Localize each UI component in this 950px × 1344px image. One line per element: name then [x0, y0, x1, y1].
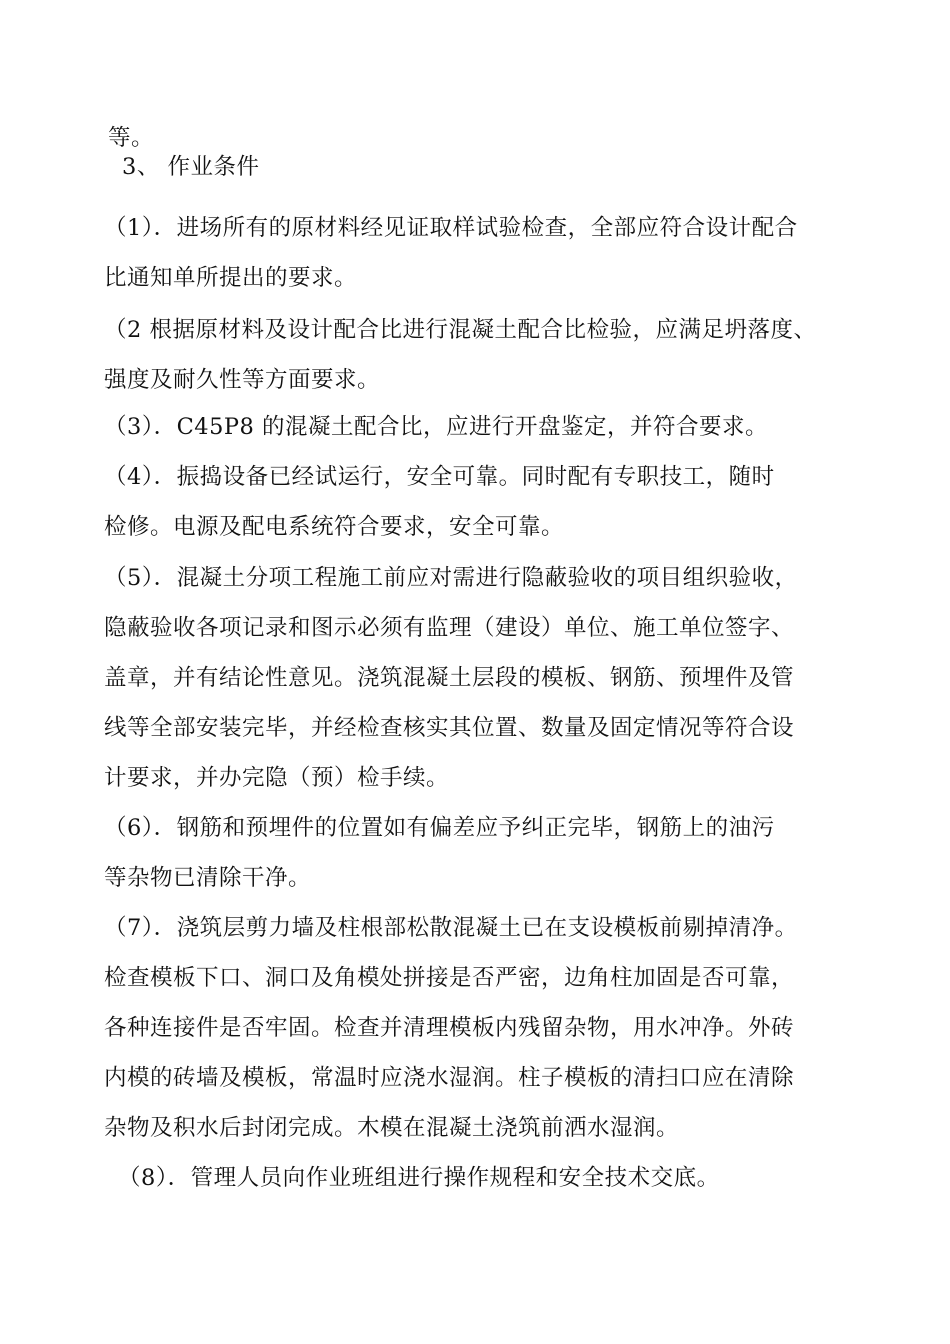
text-line-4: 比通知单所提出的要求。 [104, 265, 358, 291]
text-line-11: 隐蔽验收各项记录和图示必须有监理（建设）单位、施工单位签字、 [104, 615, 795, 641]
text-line-1: 等。 [108, 125, 155, 151]
text-line-5: （2 根据原材料及设计配合比进行混凝土配合比检验，应满足坍落度、 [104, 317, 817, 343]
text-line-15: （6）．钢筋和预埋件的位置如有偏差应予纠正完毕，钢筋上的油污 [104, 815, 775, 841]
text-line-16: 等杂物已清除干净。 [104, 865, 312, 891]
text-line-17: （7）．浇筑层剪力墙及柱根部松散混凝土已在支设模板前剔掉清净。 [104, 915, 798, 941]
text-line-3: （1）．进场所有的原材料经见证取样试验检查，全部应符合设计配合 [104, 215, 798, 241]
text-line-8: （4）．振捣设备已经试运行，安全可靠。同时配有专职技工，随时 [104, 464, 775, 490]
text-line-7: （3）．C45P8 的混凝土配合比，应进行开盘鉴定，并符合要求。 [104, 414, 769, 440]
text-line-6: 强度及耐久性等方面要求。 [104, 367, 381, 393]
text-line-10: （5）．混凝土分项工程施工前应对需进行隐蔽验收的项目组织验收， [104, 565, 798, 591]
text-line-12: 盖章，并有结论性意见。浇筑混凝土层段的模板、钢筋、预埋件及管 [104, 665, 795, 691]
text-line-21: 杂物及积水后封闭完成。木模在混凝土浇筑前洒水湿润。 [104, 1115, 680, 1141]
text-line-18: 检查模板下口、洞口及角模处拼接是否严密，边角柱加固是否可靠， [104, 965, 795, 991]
text-line-22: （8）．管理人员向作业班组进行操作规程和安全技术交底。 [118, 1165, 720, 1191]
text-line-20: 内模的砖墙及模板，常温时应浇水湿润。柱子模板的清扫口应在清除 [104, 1065, 795, 1091]
text-line-9: 检修。电源及配电系统符合要求，安全可靠。 [104, 514, 565, 540]
section-heading: 3、 作业条件 [122, 154, 260, 180]
text-line-14: 计要求，并办完隐（预）检手续。 [104, 765, 450, 791]
text-line-13: 线等全部安装完毕，并经检查核实其位置、数量及固定情况等符合设 [104, 715, 795, 741]
text-line-19: 各种连接件是否牢固。检查并清理模板内残留杂物，用水冲净。外砖 [104, 1015, 795, 1041]
